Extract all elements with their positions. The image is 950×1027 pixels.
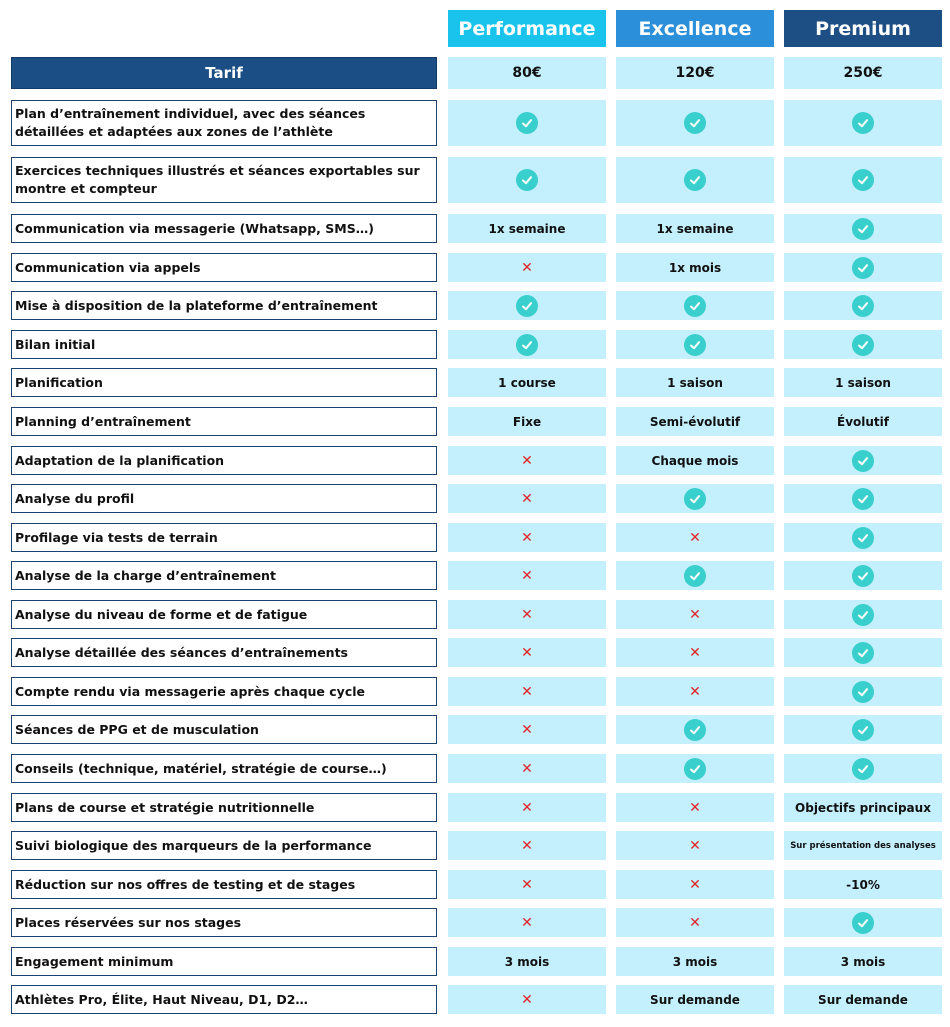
feature-cell-excellence <box>616 831 774 860</box>
tarif-label: Tarif <box>11 57 437 89</box>
cross-icon: ✕ <box>689 837 701 854</box>
feature-label: Analyse détaillée des séances d’entraînements <box>11 638 437 667</box>
feature-cell-excellence <box>616 715 774 744</box>
plan-header-excellence: Excellence <box>616 10 774 47</box>
check-icon <box>852 488 874 510</box>
feature-label: Exercices techniques illustrés et séances exportables sur montre et compteur <box>11 157 437 203</box>
feature-cell-performance <box>448 638 606 667</box>
feature-cell-excellence: 1x semaine <box>616 214 774 243</box>
feature-cell-excellence: Semi-évolutif <box>616 407 774 436</box>
cross-icon: ✕ <box>521 490 533 507</box>
cross-icon: ✕ <box>521 721 533 738</box>
cross-icon: ✕ <box>521 991 533 1008</box>
feature-cell-premium <box>784 715 942 744</box>
price-performance: 80€ <box>448 57 606 89</box>
feature-cell-performance <box>448 870 606 899</box>
feature-cell-premium <box>784 214 942 243</box>
feature-cell-premium <box>784 600 942 629</box>
feature-cell-performance <box>448 157 606 203</box>
check-icon <box>684 719 706 741</box>
cross-icon: ✕ <box>521 259 533 276</box>
feature-cell-performance <box>448 677 606 706</box>
cross-icon: ✕ <box>521 529 533 546</box>
feature-cell-premium <box>784 100 942 146</box>
check-icon <box>852 257 874 279</box>
plan-header-premium: Premium <box>784 10 942 47</box>
check-icon <box>852 527 874 549</box>
feature-cell-premium: Objectifs principaux <box>784 793 942 822</box>
feature-label: Suivi biologique des marqueurs de la performance <box>11 831 437 860</box>
feature-cell-premium: Sur demande <box>784 985 942 1014</box>
check-icon <box>516 295 538 317</box>
check-icon <box>852 642 874 664</box>
check-icon <box>684 758 706 780</box>
cross-icon: ✕ <box>521 567 533 584</box>
feature-cell-performance <box>448 561 606 590</box>
feature-label: Plan d’entraînement individuel, avec des séances détaillées et adaptées aux zones de l’athlète <box>11 100 437 146</box>
feature-cell-performance <box>448 908 606 937</box>
feature-cell-premium <box>784 446 942 475</box>
feature-label: Communication via messagerie (Whatsapp, SMS…) <box>11 214 437 243</box>
feature-cell-premium <box>784 291 942 320</box>
feature-cell-premium <box>784 677 942 706</box>
cross-icon: ✕ <box>689 606 701 623</box>
check-icon <box>852 719 874 741</box>
feature-cell-performance <box>448 715 606 744</box>
feature-cell-premium <box>784 253 942 282</box>
check-icon <box>852 604 874 626</box>
feature-label: Adaptation de la planification <box>11 446 437 475</box>
cross-icon: ✕ <box>689 644 701 661</box>
feature-cell-excellence <box>616 677 774 706</box>
check-icon <box>684 112 706 134</box>
check-icon <box>684 488 706 510</box>
cross-icon: ✕ <box>689 529 701 546</box>
price-premium: 250€ <box>784 57 942 89</box>
feature-cell-premium <box>784 638 942 667</box>
check-icon <box>852 112 874 134</box>
feature-cell-excellence <box>616 157 774 203</box>
cross-icon: ✕ <box>521 452 533 469</box>
cross-icon: ✕ <box>521 914 533 931</box>
feature-cell-premium: Évolutif <box>784 407 942 436</box>
feature-label: Bilan initial <box>11 330 437 359</box>
check-icon <box>852 218 874 240</box>
feature-cell-excellence: 3 mois <box>616 947 774 976</box>
feature-cell-premium <box>784 484 942 513</box>
feature-label: Communication via appels <box>11 253 437 282</box>
feature-cell-performance <box>448 600 606 629</box>
feature-label: Réduction sur nos offres de testing et de stages <box>11 870 437 899</box>
feature-cell-premium <box>784 523 942 552</box>
feature-cell-excellence <box>616 100 774 146</box>
check-icon <box>684 565 706 587</box>
feature-cell-performance <box>448 484 606 513</box>
feature-cell-excellence <box>616 523 774 552</box>
plan-header-performance: Performance <box>448 10 606 47</box>
feature-cell-premium: 3 mois <box>784 947 942 976</box>
feature-cell-excellence <box>616 908 774 937</box>
check-icon <box>684 295 706 317</box>
feature-cell-excellence: 1 saison <box>616 368 774 397</box>
cross-icon: ✕ <box>689 914 701 931</box>
feature-cell-premium <box>784 754 942 783</box>
feature-label: Engagement minimum <box>11 947 437 976</box>
feature-label: Analyse du niveau de forme et de fatigue <box>11 600 437 629</box>
feature-cell-premium: 1 saison <box>784 368 942 397</box>
feature-cell-premium: Sur présentation des analyses <box>784 831 942 860</box>
feature-cell-excellence <box>616 754 774 783</box>
cross-icon: ✕ <box>521 799 533 816</box>
cross-icon: ✕ <box>521 606 533 623</box>
cross-icon: ✕ <box>521 876 533 893</box>
feature-cell-excellence <box>616 291 774 320</box>
feature-cell-performance <box>448 330 606 359</box>
feature-label: Planification <box>11 368 437 397</box>
feature-cell-performance: Fixe <box>448 407 606 436</box>
feature-label: Analyse du profil <box>11 484 437 513</box>
feature-cell-excellence <box>616 870 774 899</box>
feature-cell-performance <box>448 985 606 1014</box>
feature-cell-performance <box>448 253 606 282</box>
check-icon <box>516 334 538 356</box>
feature-cell-performance <box>448 446 606 475</box>
check-icon <box>684 169 706 191</box>
feature-cell-excellence: Chaque mois <box>616 446 774 475</box>
cross-icon: ✕ <box>521 644 533 661</box>
check-icon <box>852 169 874 191</box>
feature-cell-performance <box>448 793 606 822</box>
feature-cell-performance: 1 course <box>448 368 606 397</box>
cross-icon: ✕ <box>689 683 701 700</box>
feature-label: Conseils (technique, matériel, stratégie de course…) <box>11 754 437 783</box>
feature-cell-excellence: 1x mois <box>616 253 774 282</box>
price-excellence: 120€ <box>616 57 774 89</box>
cross-icon: ✕ <box>521 837 533 854</box>
feature-cell-performance <box>448 523 606 552</box>
feature-cell-excellence <box>616 484 774 513</box>
check-icon <box>852 758 874 780</box>
feature-cell-excellence <box>616 600 774 629</box>
feature-cell-performance <box>448 291 606 320</box>
feature-label: Compte rendu via messagerie après chaque cycle <box>11 677 437 706</box>
check-icon <box>852 681 874 703</box>
feature-cell-premium <box>784 330 942 359</box>
feature-label: Analyse de la charge d’entraînement <box>11 561 437 590</box>
feature-cell-premium: -10% <box>784 870 942 899</box>
feature-cell-excellence <box>616 561 774 590</box>
cross-icon: ✕ <box>689 876 701 893</box>
feature-cell-excellence <box>616 793 774 822</box>
feature-label: Athlètes Pro, Élite, Haut Niveau, D1, D2… <box>11 985 437 1014</box>
cross-icon: ✕ <box>689 799 701 816</box>
feature-cell-excellence <box>616 638 774 667</box>
check-icon <box>852 565 874 587</box>
feature-cell-performance <box>448 100 606 146</box>
check-icon <box>852 295 874 317</box>
cross-icon: ✕ <box>521 760 533 777</box>
feature-cell-performance <box>448 831 606 860</box>
feature-cell-performance: 3 mois <box>448 947 606 976</box>
check-icon <box>852 450 874 472</box>
feature-label: Mise à disposition de la plateforme d’entraînement <box>11 291 437 320</box>
check-icon <box>852 912 874 934</box>
feature-cell-premium <box>784 908 942 937</box>
feature-label: Séances de PPG et de musculation <box>11 715 437 744</box>
check-icon <box>516 112 538 134</box>
feature-cell-premium <box>784 561 942 590</box>
feature-cell-premium <box>784 157 942 203</box>
feature-cell-excellence: Sur demande <box>616 985 774 1014</box>
feature-label: Places réservées sur nos stages <box>11 908 437 937</box>
feature-label: Profilage via tests de terrain <box>11 523 437 552</box>
check-icon <box>684 334 706 356</box>
check-icon <box>516 169 538 191</box>
feature-label: Plans de course et stratégie nutritionnelle <box>11 793 437 822</box>
feature-cell-performance <box>448 754 606 783</box>
feature-cell-performance: 1x semaine <box>448 214 606 243</box>
cross-icon: ✕ <box>521 683 533 700</box>
feature-label: Planning d’entraînement <box>11 407 437 436</box>
feature-cell-excellence <box>616 330 774 359</box>
check-icon <box>852 334 874 356</box>
